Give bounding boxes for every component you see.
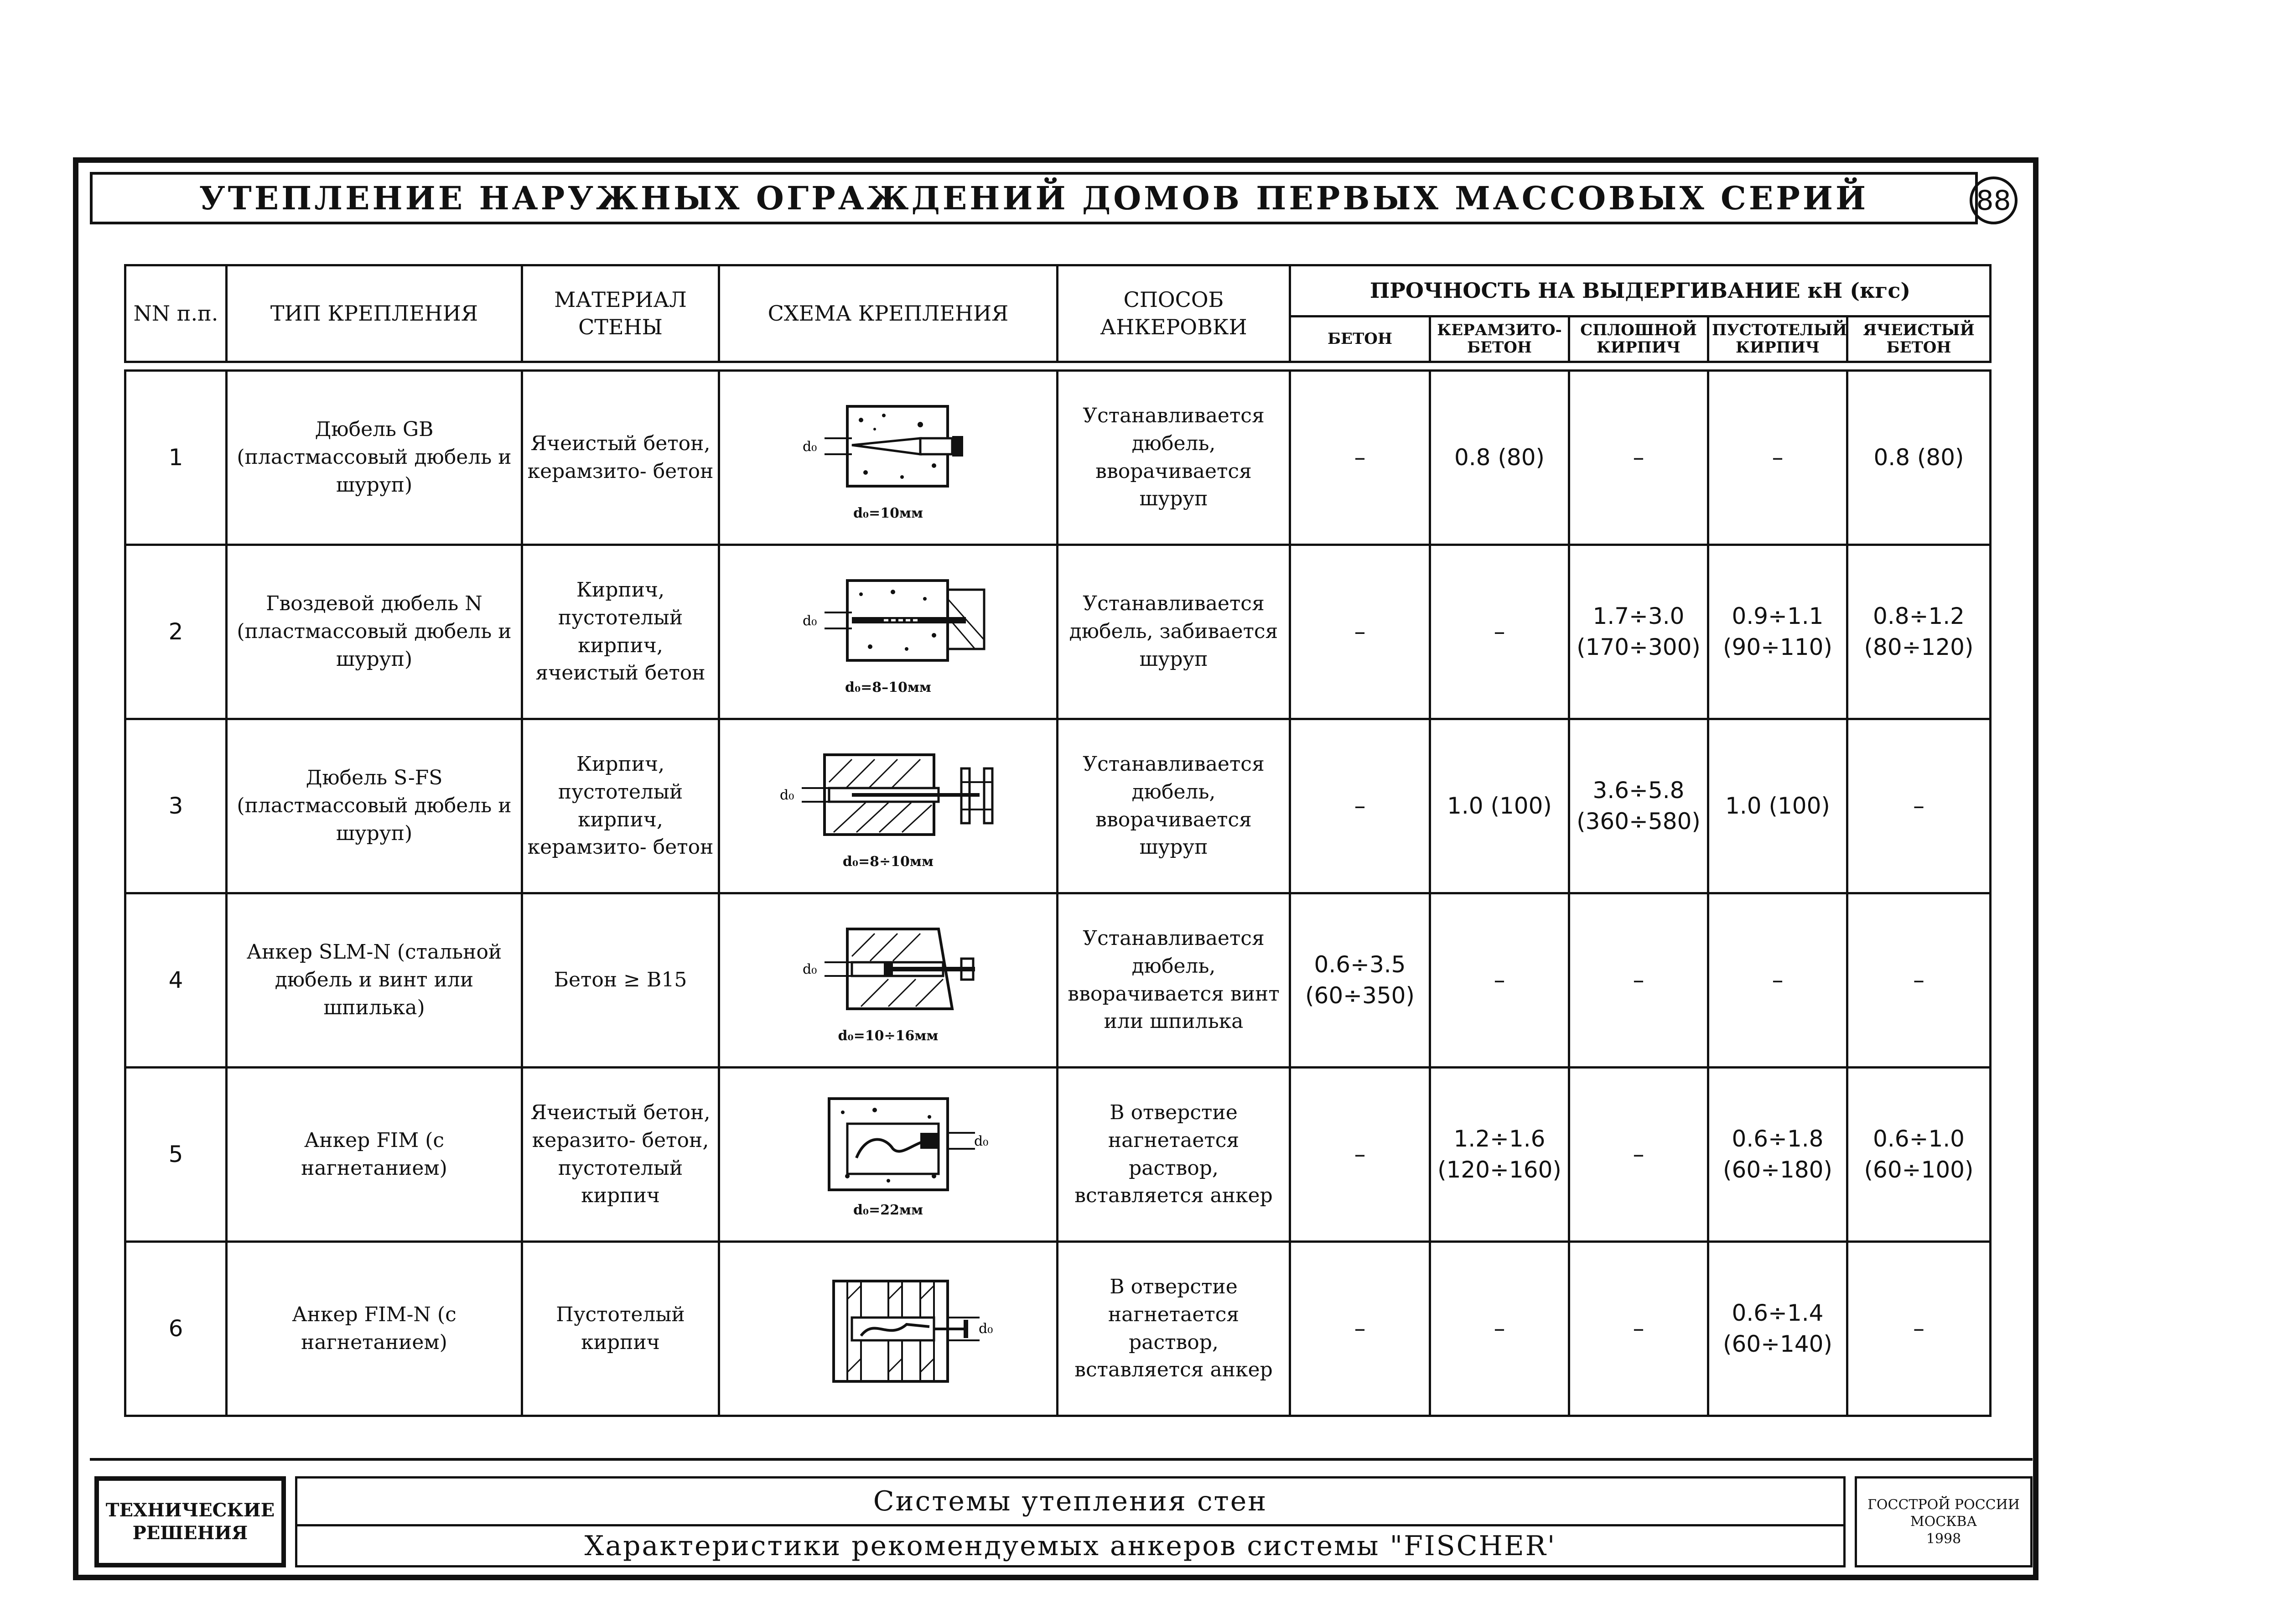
strength-hollow-brick: –	[1708, 893, 1847, 1068]
wall-material: Бетон ≥ B15	[522, 893, 719, 1068]
strength-hollow-brick: 0.9÷1.1 (90÷110)	[1708, 545, 1847, 719]
strength-keramzit: 0.8 (80)	[1430, 371, 1569, 545]
col-header-nn: NN п.п.	[125, 265, 227, 362]
fastening-scheme	[719, 1068, 1058, 1242]
col-header-material: МАТЕРИАЛ СТЕНЫ	[522, 265, 719, 362]
wall-material: Кирпич, пустотелый кирпич, керамзито- бетон	[522, 719, 719, 893]
scheme-caption: d₀=8÷10мм	[842, 853, 934, 870]
anchor-type: Анкер FIM (с нагнетанием)	[227, 1068, 522, 1242]
scheme-caption: d₀=8–10мм	[845, 679, 931, 695]
col-header-type: ТИП КРЕПЛЕНИЯ	[227, 265, 522, 362]
subheader-concrete: БЕТОН	[1290, 316, 1430, 362]
strength-keramzit: –	[1430, 893, 1569, 1068]
d0-label: d₀	[802, 438, 817, 455]
technical-solutions-stamp	[94, 1476, 286, 1567]
anchor-fim-n-diagram	[783, 1272, 993, 1386]
anchoring-method: Устанавливается дюбель, вворачивается шуруп	[1058, 719, 1290, 893]
drawing-sheet	[73, 157, 2038, 1580]
strength-cellular-concrete: 0.8 (80)	[1847, 371, 1991, 545]
anchor-characteristics-table	[124, 264, 1992, 1417]
document-subject: Характеристики рекомендуемых анкеров системы "FISCHER'	[584, 1530, 1556, 1562]
fastening-scheme	[719, 1242, 1058, 1416]
strength-solid-brick: –	[1569, 1242, 1708, 1416]
strength-cellular-concrete: 0.6÷1.0 (60÷100)	[1847, 1068, 1991, 1242]
strength-keramzit: 1.2÷1.6 (120÷160)	[1430, 1068, 1569, 1242]
col-header-strength: ПРОЧНОСТЬ НА ВЫДЕРГИВАНИЕ кН (кгс)	[1290, 265, 1991, 316]
d0-label: d₀	[974, 1133, 988, 1149]
subheader-cellular-concrete: ЯЧЕИСТЫЙ БЕТОН	[1847, 316, 1991, 362]
scheme-caption: d₀=10÷16мм	[838, 1027, 939, 1044]
row-number: 3	[125, 719, 227, 893]
wall-material: Кирпич, пустотелый кирпич, ячеистый бетон	[522, 545, 719, 719]
anchoring-method: В отверстие нагнетается раствор, вставляется анкер	[1058, 1068, 1290, 1242]
row-number: 6	[125, 1242, 227, 1416]
org-city: МОСКВА	[1910, 1514, 1977, 1530]
strength-concrete: –	[1290, 1242, 1430, 1416]
d0-label: d₀	[978, 1320, 993, 1337]
anchoring-method: В отверстие нагнетается раствор, вставляется анкер	[1058, 1242, 1290, 1416]
anchor-type: Дюбель S-FS (пластмассовый дюбель и шуруп)	[227, 719, 522, 893]
row-number: 4	[125, 893, 227, 1068]
anchor-type: Анкер SLM-N (стальной дюбель и винт или шпилька)	[227, 893, 522, 1068]
table-row	[125, 893, 1991, 1068]
strength-concrete: –	[1290, 545, 1430, 719]
anchor-slm-diagram	[783, 915, 993, 1025]
header-separator	[125, 362, 1991, 371]
d0-label: d₀	[802, 961, 817, 977]
anchoring-method: Устанавливается дюбель, забивается шуруп	[1058, 545, 1290, 719]
strength-solid-brick: –	[1569, 371, 1708, 545]
strength-cellular-concrete: –	[1847, 893, 1991, 1068]
dowel-sfs-diagram	[761, 741, 1016, 851]
scheme-caption: d₀=22мм	[853, 1202, 923, 1218]
nail-dowel-diagram	[783, 567, 993, 676]
anchor-type: Анкер FIM-N (с нагнетанием)	[227, 1242, 522, 1416]
strength-keramzit: 1.0 (100)	[1430, 719, 1569, 893]
organization-box	[1855, 1476, 2033, 1567]
strength-concrete: –	[1290, 1068, 1430, 1242]
anchor-type: Гвоздевой дюбель N (пластмассовый дюбель и шуруп)	[227, 545, 522, 719]
subheader-keramzit: КЕРАМЗИТО- БЕТОН	[1430, 316, 1569, 362]
anchoring-method: Устанавливается дюбель, вворачивается винт или шпилька	[1058, 893, 1290, 1068]
row-number: 5	[125, 1068, 227, 1242]
strength-hollow-brick: –	[1708, 371, 1847, 545]
anchor-type: Дюбель GB (пластмассовый дюбель и шуруп)	[227, 371, 522, 545]
fastening-scheme	[719, 371, 1058, 545]
strength-solid-brick: –	[1569, 893, 1708, 1068]
wall-material: Ячеистый бетон, керамзито- бетон	[522, 371, 719, 545]
strength-keramzit: –	[1430, 1242, 1569, 1416]
col-header-scheme: СХЕМА КРЕПЛЕНИЯ	[719, 265, 1058, 362]
fastening-scheme	[719, 719, 1058, 893]
table-row	[125, 719, 1991, 893]
wall-material: Ячеистый бетон, керазито- бетон, пустотелый кирпич	[522, 1068, 719, 1242]
strength-hollow-brick: 0.6÷1.4 (60÷140)	[1708, 1242, 1847, 1416]
strength-cellular-concrete: –	[1847, 719, 1991, 893]
d0-label: d₀	[802, 612, 817, 629]
strength-cellular-concrete: –	[1847, 1242, 1991, 1416]
wall-material: Пустотелый кирпич	[522, 1242, 719, 1416]
col-header-method: СПОСОБ АНКЕРОВКИ	[1058, 265, 1290, 362]
page-title: УТЕПЛЕНИЕ НАРУЖНЫХ ОГРАЖДЕНИЙ ДОМОВ ПЕРВЫХ МАССОВЫХ СЕРИЙ	[90, 172, 1978, 224]
strength-hollow-brick: 0.6÷1.8 (60÷180)	[1708, 1068, 1847, 1242]
table-row	[125, 545, 1991, 719]
footer-divider	[90, 1458, 2033, 1461]
fastening-scheme	[719, 545, 1058, 719]
strength-concrete: –	[1290, 719, 1430, 893]
strength-concrete: –	[1290, 371, 1430, 545]
strength-hollow-brick: 1.0 (100)	[1708, 719, 1847, 893]
row-number: 2	[125, 545, 227, 719]
subheader-hollow-brick: ПУСТОТЕЛЫЙ КИРПИЧ	[1708, 316, 1847, 362]
strength-concrete: 0.6÷3.5 (60÷350)	[1290, 893, 1430, 1068]
scheme-caption: d₀=10мм	[853, 505, 923, 521]
stamp-line1: ТЕХНИЧЕСКИЕ	[105, 1499, 275, 1521]
table-row	[125, 371, 1991, 545]
anchoring-method: Устанавливается дюбель, вворачивается шуруп	[1058, 371, 1290, 545]
table-row	[125, 1242, 1991, 1416]
document-section: Системы утепления стен	[297, 1479, 1843, 1526]
table-row	[125, 1068, 1991, 1242]
strength-cellular-concrete: 0.8÷1.2 (80÷120)	[1847, 545, 1991, 719]
strength-solid-brick: 1.7÷3.0 (170÷300)	[1569, 545, 1708, 719]
subheader-solid-brick: СПЛОШНОЙ КИРПИЧ	[1569, 316, 1708, 362]
document-name-box	[295, 1476, 1846, 1567]
fastening-scheme	[719, 893, 1058, 1068]
org-year: 1998	[1926, 1531, 1961, 1547]
row-number: 1	[125, 371, 227, 545]
strength-solid-brick: –	[1569, 1068, 1708, 1242]
strength-solid-brick: 3.6÷5.8 (360÷580)	[1569, 719, 1708, 893]
org-name: ГОССТРОЙ РОССИИ	[1867, 1496, 2020, 1513]
dowel-gb-diagram	[783, 393, 993, 502]
stamp-line2: РЕШЕНИЯ	[132, 1522, 248, 1544]
title-block	[90, 1472, 2028, 1563]
anchor-fim-diagram	[783, 1090, 993, 1199]
strength-keramzit: –	[1430, 545, 1569, 719]
page-number: 88	[1970, 176, 2018, 224]
d0-label: d₀	[779, 787, 794, 803]
